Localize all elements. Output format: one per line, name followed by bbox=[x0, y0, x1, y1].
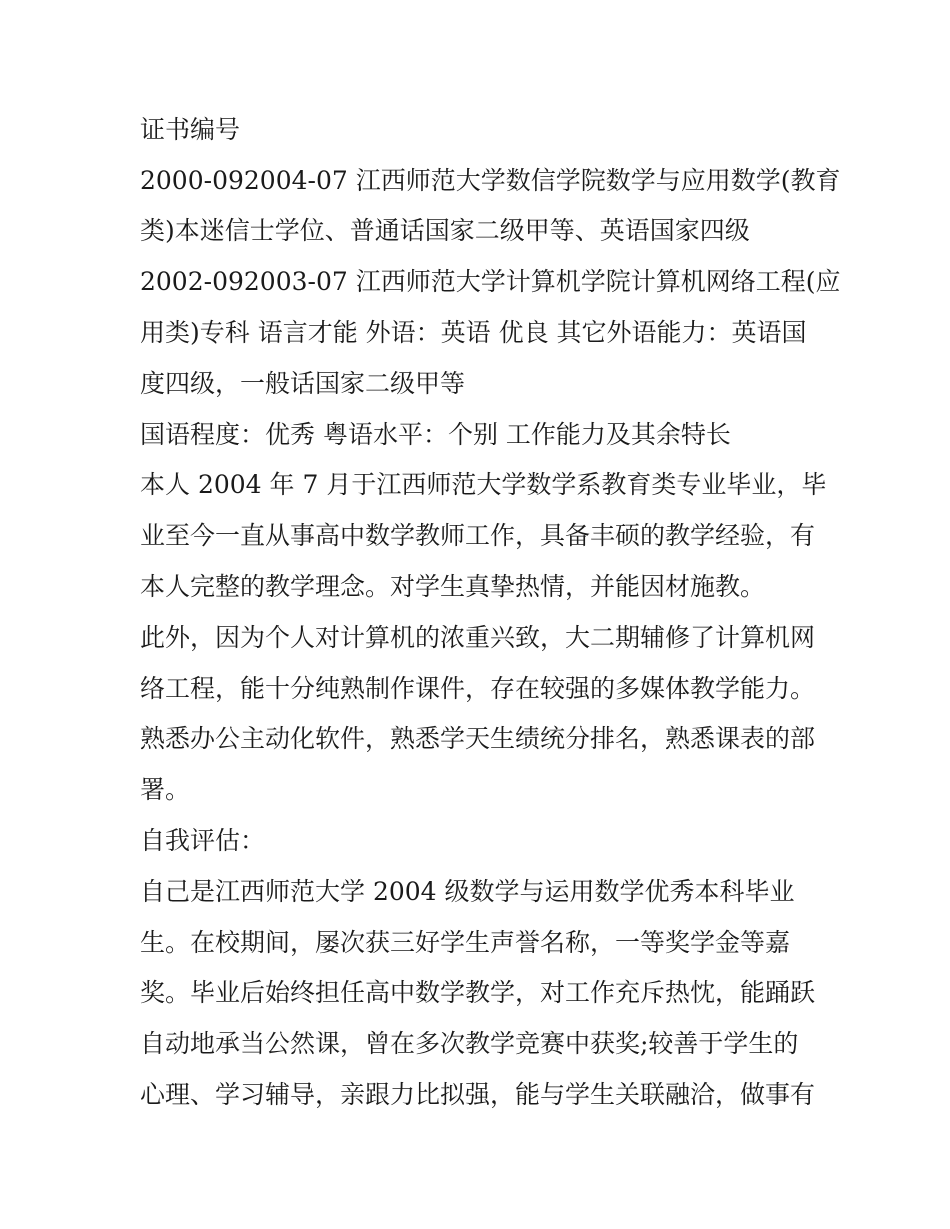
text-line: 度四级，一般话国家二级甲等 bbox=[140, 369, 466, 398]
text-line: 奖。毕业后始终担任高中数学教学，对工作充斥热忱，能踊跃 bbox=[140, 978, 816, 1007]
text-line: 类)本迷信士学位、普通话国家二级甲等、英语国家四级 bbox=[140, 216, 750, 245]
text-line: 2002-092003-07 江西师范大学计算机学院计算机网络工程(应 bbox=[140, 267, 841, 296]
text-line: 生。在校期间，屡次获三好学生声誉名称，一等奖学金等嘉 bbox=[140, 928, 791, 957]
text-line: 2000-092004-07 江西师范大学数信学院数学与应用数学(教育 bbox=[140, 166, 841, 195]
text-line: 本人完整的教学理念。对学生真挚热情，并能因材施教。 bbox=[140, 572, 766, 601]
text-line: 证书编号 bbox=[140, 115, 241, 144]
text-line: 络工程，能十分纯熟制作课件，存在较强的多媒体教学能力。 bbox=[140, 674, 816, 703]
text-line: 自动地承当公然课，曾在多次教学竞赛中获奖;较善于学生的 bbox=[140, 1029, 799, 1058]
text-line: 用类)专科 语言才能 外语：英语 优良 其它外语能力：英语国 bbox=[140, 318, 807, 347]
text-line: 国语程度：优秀 粤语水平：个别 工作能力及其余特长 bbox=[140, 420, 731, 449]
text-line: 业至今一直从事高中数学教师工作，具备丰硕的教学经验，有 bbox=[140, 521, 816, 550]
text-line: 心理、学习辅导，亲跟力比拟强，能与学生关联融洽，做事有 bbox=[140, 1080, 816, 1109]
text-line: 熟悉办公主动化软件，熟悉学天生绩统分排名，熟悉课表的部 bbox=[140, 724, 816, 753]
text-line: 自我评估： bbox=[140, 826, 266, 855]
text-line: 自己是江西师范大学 2004 级数学与运用数学优秀本科毕业 bbox=[140, 877, 795, 906]
text-line: 署。 bbox=[140, 775, 191, 804]
text-line: 此外，因为个人对计算机的浓重兴致，大二期辅修了计算机网 bbox=[140, 623, 816, 652]
text-line: 本人 2004 年 7 月于江西师范大学数学系教育类专业毕业，毕 bbox=[140, 470, 827, 499]
